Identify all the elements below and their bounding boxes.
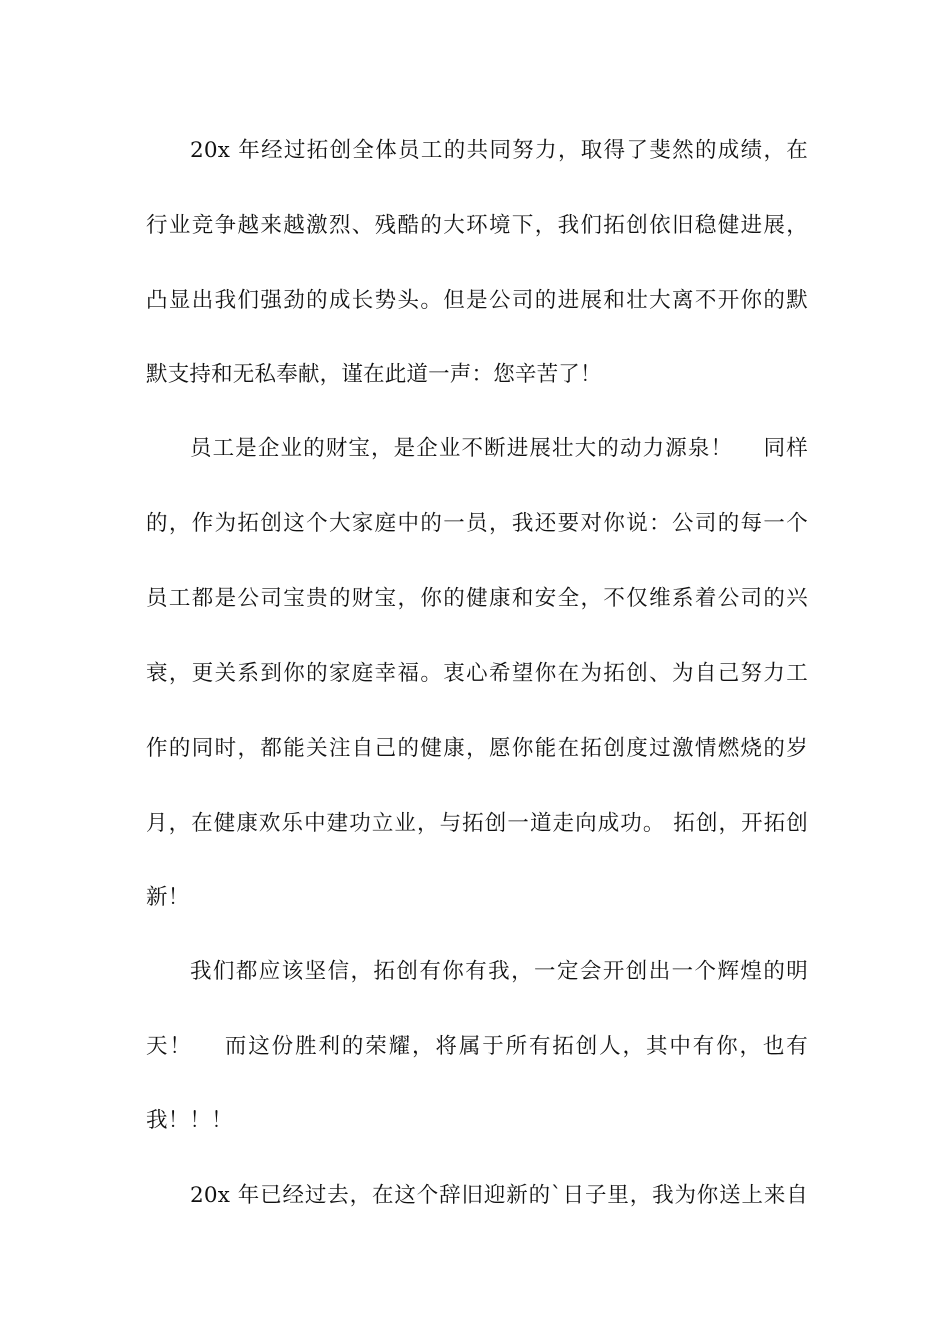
paragraph-3-line-2: 天！ 而这份胜利的荣耀，将属于所有拓创人，其中有你，也有 [146, 1034, 808, 1059]
paragraph-2-line-1: 员工是企业的财宝，是企业不断进展壮大的动力源泉！ 同样 [190, 436, 808, 461]
paragraph-3-line-3: 我！！！ [146, 1108, 233, 1133]
paragraph-2-line-7: 新！ [146, 885, 190, 910]
paragraph-1-line-4: 默支持和无私奉献，谨在此道一声：您辛苦了！ [146, 362, 602, 387]
paragraph-2-line-3: 员工都是公司宝贵的财宝，你的健康和安全，不仅维系着公司的兴 [146, 586, 808, 611]
paragraph-1-line-3: 凸显出我们强劲的成长势头。但是公司的进展和壮大离不开你的默 [146, 288, 808, 313]
paragraph-2-line-6: 月，在健康欢乐中建功立业，与拓创一道走向成功。 拓创，开拓创 [146, 811, 808, 836]
paragraph-1-line-1: 20x 年经过拓创全体员工的共同努力，取得了斐然的成绩，在 [190, 138, 808, 163]
paragraph-2-line-2: 的，作为拓创这个大家庭中的一员，我还要对你说：公司的每一个 [146, 511, 808, 536]
paragraph-3-line-1: 我们都应该坚信，拓创有你有我，一定会开创出一个辉煌的明 [190, 959, 808, 984]
paragraph-1-line-2: 行业竞争越来越激烈、残酷的大环境下，我们拓创依旧稳健进展， [146, 213, 808, 238]
paragraph-2-line-4: 衰，更关系到你的家庭幸福。衷心希望你在为拓创、为自己努力工 [146, 661, 808, 686]
paragraph-4-line-1: 20x 年已经过去，在这个辞旧迎新的`日子里，我为你送上来自 [190, 1183, 808, 1208]
paragraph-2-line-5: 作的同时，都能关注自己的健康，愿你能在拓创度过激情燃烧的岁 [146, 736, 808, 761]
